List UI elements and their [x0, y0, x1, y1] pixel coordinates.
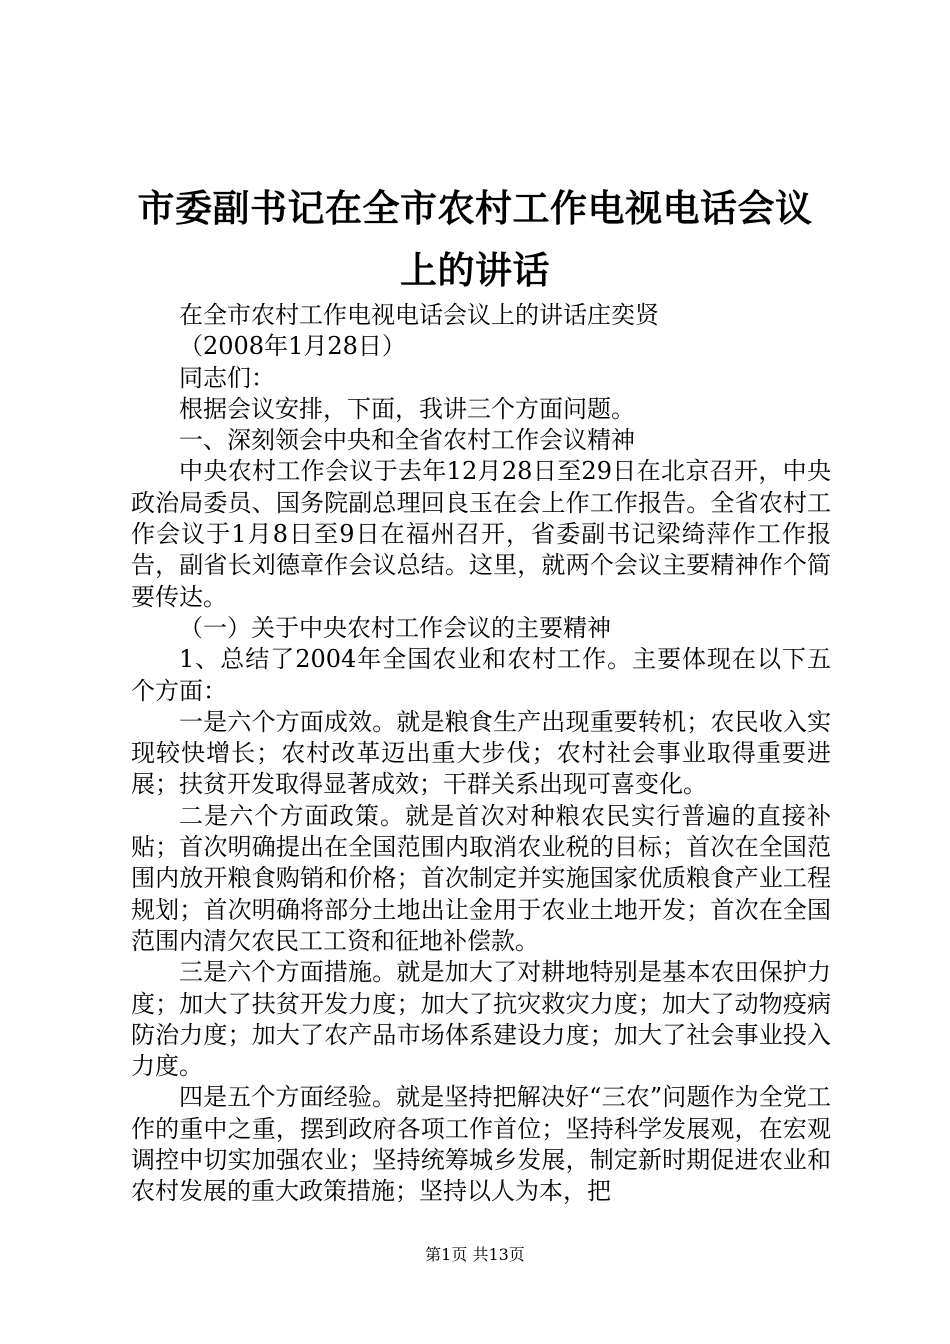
body-paragraph: 1、总结了2004年全国农业和农村工作。主要体现在以下五个方面： [131, 645, 831, 705]
body-paragraph: 在全市农村工作电视电话会议上的讲话庄奕贤 [179, 301, 659, 329]
body-paragraph: 一是六个方面成效。就是粮食生产出现重要转机；农民收入实现较快增长；农村改革迈出重大步伐；农村社会事业取得重要进展；扶贫开发取得显著成效；干群关系出现可喜变化。 [131, 707, 831, 799]
body-paragraph: 三是六个方面措施。就是加大了对耕地特别是基本农田保护力度；加大了扶贫开发力度；加大了抗灾救灾力度；加大了动物疫病防治力度；加大了农产品市场体系建设力度；加大了社会事业投入力度。 [131, 958, 831, 1081]
body-paragraph: 同志们： [179, 363, 275, 392]
subsection-heading: （一）关于中央农村工作会议的主要精神 [179, 613, 611, 642]
page-number-footer: 第1页 共13页 [425, 1245, 525, 1264]
body-paragraph: 四是五个方面经验。就是坚持把解决好“三农”问题作为全党工作的重中之重，摆到政府各项工作首位；坚持科学发展观，在宏观调控中切实加强农业；坚持统筹城乡发展，制定新时期促进农业和农村发展的重大政策措施；坚持以人为本，把 [131, 1083, 831, 1206]
document-body [131, 300, 831, 1208]
section-heading: 一、深刻领会中央和全省农村工作会议精神 [179, 426, 635, 455]
body-paragraph: 二是六个方面政策。就是首次对种粮农民实行普遍的直接补贴；首次明确提出在全国范围内取消农业税的目标；首次在全国范围内放开粮食购销和价格；首次制定并实施国家优质粮食产业工程规划；首次明确将部分土地出让金用于农业土地开发；首次在全国范围内清欠农民工工资和征地补偿款。 [131, 801, 831, 955]
document-title: 市委副书记在全市农村工作电视电话会议上的讲话 [137, 187, 813, 292]
body-paragraph: 中央农村工作会议于去年12月28日至29日在北京召开，中央政治局委员、国务院副总理回良玉在会上作工作报告。全省农村工作会议于1月8日至9日在福州召开，省委副书记梁绮萍作工作报告，副省长刘德章作会议总结。这里，就两个会议主要精神作个简要传达。 [131, 457, 831, 611]
body-paragraph: 根据会议安排，下面，我讲三个方面问题。 [179, 394, 635, 423]
body-paragraph: （2008年1月28日） [179, 332, 406, 361]
